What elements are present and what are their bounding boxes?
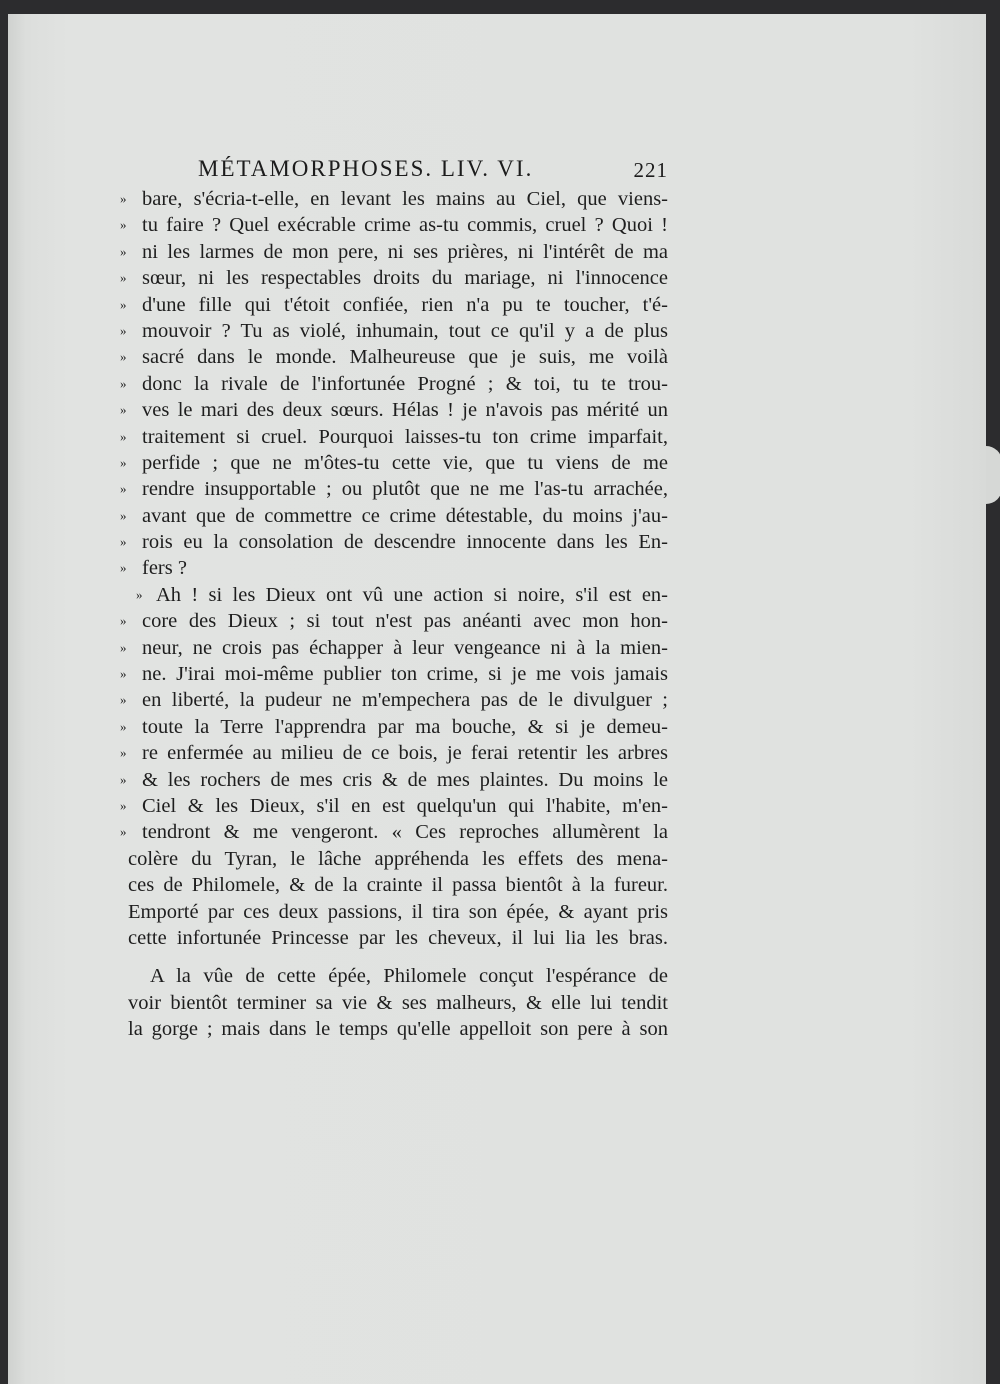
line-text: & les rochers de mes cris & de mes plaintes. Du moins le xyxy=(142,768,668,791)
line-text: A la vûe de cette épée, Philomele conçut l'espérance de xyxy=(150,965,668,988)
quote-mark: » xyxy=(120,428,127,444)
quote-mark: » xyxy=(120,322,127,338)
quote-mark: » xyxy=(120,797,127,813)
quote-mark: » xyxy=(120,560,127,576)
line-text: neur, ne crois pas échapper à leur vengeance ni à la mien- xyxy=(142,636,668,659)
quote-mark: » xyxy=(120,481,127,497)
body-text xyxy=(120,186,668,1043)
text-line xyxy=(120,661,668,687)
quote-mark: » xyxy=(120,718,127,734)
text-line xyxy=(120,925,668,951)
text-line xyxy=(120,318,668,344)
text-line xyxy=(120,212,668,238)
quote-mark: » xyxy=(120,402,127,418)
text-line xyxy=(120,1016,668,1042)
line-text: ces de Philomele, & de la crainte il passa bientôt à la fureur. xyxy=(128,874,668,897)
text-line xyxy=(120,635,668,661)
text-line xyxy=(120,963,668,989)
text-line xyxy=(120,503,668,529)
line-text: rois eu la consolation de descendre innocente dans les En- xyxy=(142,531,668,554)
text-line xyxy=(120,397,668,423)
line-text: colère du Tyran, le lâche appréhenda les effets des mena- xyxy=(128,847,668,870)
page-header xyxy=(198,156,668,186)
quote-mark: » xyxy=(120,534,127,550)
text-line xyxy=(120,371,668,397)
line-text: avant que de commettre ce crime détestable, du moins j'au- xyxy=(142,504,668,527)
paragraph-gap xyxy=(120,951,668,963)
line-text: bare, s'écria-t-elle, en levant les mains au Ciel, que viens- xyxy=(142,188,668,210)
quote-mark: » xyxy=(120,349,127,365)
quote-mark: » xyxy=(136,586,143,602)
quote-mark: » xyxy=(120,375,127,391)
line-text: Ciel & les Dieux, s'il en est quelqu'un qui l'habite, m'en- xyxy=(142,794,668,817)
book-page xyxy=(8,14,986,1384)
line-text: perfide ; que ne m'ôtes-tu cette vie, que tu viens de me xyxy=(142,451,668,474)
line-text: ni les larmes de mon pere, ni ses prières, ni l'intérêt de ma xyxy=(142,240,668,263)
line-text: fers ? xyxy=(142,557,187,580)
text-line xyxy=(120,990,668,1016)
quote-mark: » xyxy=(120,613,127,629)
text-line xyxy=(120,582,668,608)
line-text: Ah ! si les Dieux ont vû une action si noire, s'il est en- xyxy=(156,583,668,606)
text-line xyxy=(120,186,668,212)
text-line xyxy=(120,608,668,634)
text-line xyxy=(120,714,668,740)
line-text: ves le mari des deux sœurs. Hélas ! je n'avois pas mérité un xyxy=(142,399,668,422)
line-text: tendront & me vengeront. « Ces reproches allumèrent la xyxy=(142,821,668,844)
quote-mark: » xyxy=(120,745,127,761)
quote-mark: » xyxy=(120,771,127,787)
text-line xyxy=(120,740,668,766)
quote-mark: » xyxy=(120,270,127,286)
text-line xyxy=(120,344,668,370)
line-text: Emporté par ces deux passions, il tira son épée, & ayant pris xyxy=(128,900,668,923)
text-line xyxy=(120,292,668,318)
line-text: ne. J'irai moi-même publier ton crime, si je me vois jamais xyxy=(142,663,668,686)
quote-mark: » xyxy=(120,507,127,523)
quote-mark: » xyxy=(120,191,127,206)
text-line xyxy=(120,872,668,898)
text-line xyxy=(120,555,668,581)
page-edge-tab xyxy=(986,446,1000,504)
line-text: toute la Terre l'apprendra par ma bouche, & si je demeu- xyxy=(142,715,668,738)
running-title: MÉTAMORPHOSES. LIV. VI. xyxy=(198,156,534,181)
text-line xyxy=(120,239,668,265)
text-line xyxy=(120,767,668,793)
text-line xyxy=(120,476,668,502)
line-text: la gorge ; mais dans le temps qu'elle appelloit son pere à son xyxy=(128,1018,668,1041)
line-text: tu faire ? Quel exécrable crime as-tu commis, cruel ? Quoi ! xyxy=(142,214,668,237)
line-text: sœur, ni les respectables droits du mariage, ni l'innocence xyxy=(142,267,668,290)
quote-mark: » xyxy=(120,217,127,233)
line-text: core des Dieux ; si tout n'est pas anéanti avec mon hon- xyxy=(142,610,668,633)
text-line xyxy=(120,529,668,555)
line-text: cette infortunée Princesse par les cheveux, il lui lia les bras. xyxy=(128,926,668,949)
line-text: donc la rivale de l'infortunée Progné ; & toi, tu te trou- xyxy=(142,372,668,395)
text-line xyxy=(120,424,668,450)
line-text: sacré dans le monde. Malheureuse que je suis, me voilà xyxy=(142,346,668,369)
quote-mark: » xyxy=(120,824,127,840)
text-line xyxy=(120,846,668,872)
quote-mark: » xyxy=(120,639,127,655)
line-text: en liberté, la pudeur ne m'empechera pas de le divulguer ; xyxy=(142,689,668,712)
quote-mark: » xyxy=(120,692,127,708)
text-line xyxy=(120,899,668,925)
quote-mark: » xyxy=(120,243,127,259)
line-text: d'une fille qui t'étoit confiée, rien n'a pu te toucher, t'é- xyxy=(142,293,668,316)
text-line xyxy=(120,793,668,819)
text-line xyxy=(120,450,668,476)
quote-mark: » xyxy=(120,666,127,682)
page-number: 221 xyxy=(633,158,668,182)
text-line xyxy=(120,265,668,291)
quote-mark: » xyxy=(120,454,127,470)
line-text: traitement si cruel. Pourquoi laisses-tu ton crime imparfait, xyxy=(142,425,668,448)
quote-mark: » xyxy=(120,296,127,312)
line-text: mouvoir ? Tu as violé, inhumain, tout ce qu'il y a de plus xyxy=(142,319,668,342)
line-text: voir bientôt terminer sa vie & ses malheurs, & elle lui tendit xyxy=(128,991,668,1014)
text-line xyxy=(120,819,668,845)
line-text: re enfermée au milieu de ce bois, je ferai retentir les arbres xyxy=(142,742,668,765)
line-text: rendre insupportable ; ou plutôt que ne me l'as-tu arrachée, xyxy=(142,478,668,501)
text-line xyxy=(120,687,668,713)
